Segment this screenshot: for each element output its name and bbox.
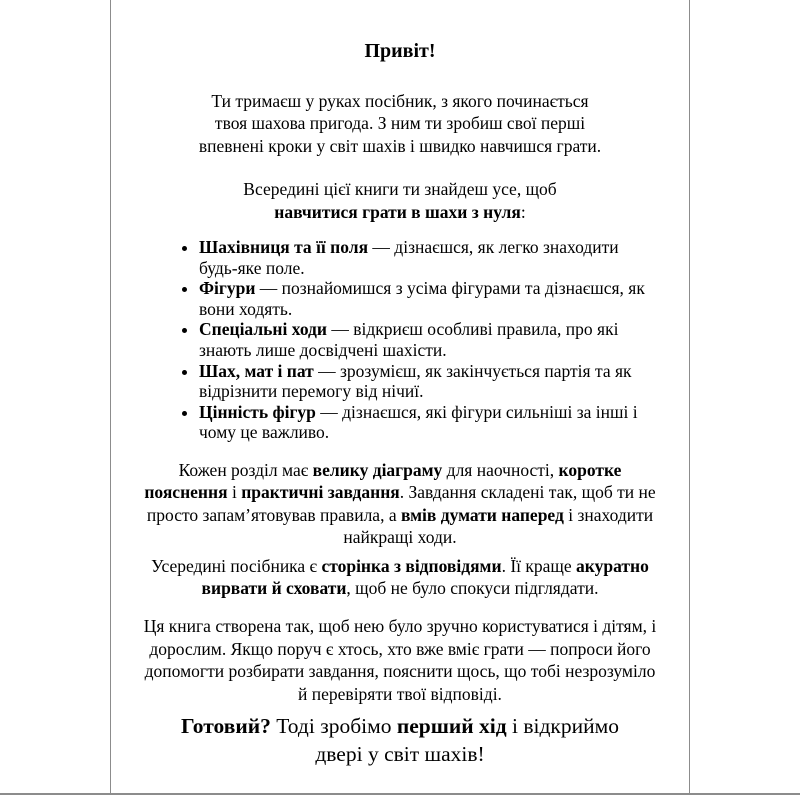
answers-paragraph: Усередині посібника є сторінка з відповідями. Її краще акуратно вирвати й сховати, щоб не було спокуси підглядати. [151, 555, 649, 598]
book-page [110, 0, 690, 793]
audience-paragraph: Ця книга створена так, щоб нею було зручно користуватися і дітям, і дорослим. Якщо поруч є хтось, хто вже вміє грати — попроси його допомогти розбирати завдання, пояснити щось, що тобі незрозуміло й перевіряти твої відповіді. [143, 616, 657, 704]
list-item: • Шахівниця та її поля — дізнаєшся, як легко знаходити будь-яке поле. [199, 237, 665, 278]
list-item: • Фігури — познайомишся з усіма фігурами та дізнаєшся, як вони ходять. [199, 278, 665, 319]
page-bottom-divider [0, 793, 800, 795]
list-item: • Цінність фігур — дізнаєшся, які фігури сильніші за інші і чому це важливо. [199, 402, 665, 443]
page-content [111, 0, 689, 768]
topics-bullet-list [135, 237, 665, 443]
list-item: • Спеціальні ходи — відкриєш особливі правила, про які знають лише досвідчені шахісти. [199, 319, 665, 360]
call-to-action-paragraph: Готовий? Тоді зробімо перший хід і відкриймо двері у світ шахів! [181, 714, 619, 767]
intro-paragraph: Ти тримаєш у руках посібник, з якого починається твоя шахова пригода. З ним ти зробиш свої перші впевнені кроки у світ шахів і швидко навчишся грати. [198, 91, 602, 156]
list-item: • Шах, мат і пат — зрозумієш, як закінчується партія та як відрізнити перемогу від нічиї. [199, 361, 665, 402]
structure-paragraph: Кожен розділ має велику діаграму для наочності, коротке пояснення і практичні завдання. Завдання складені так, щоб ти не просто запам’ятовував правила, а вмів думати наперед і знаходити найкращі ходи. [144, 459, 656, 548]
contents-lead-paragraph: Всередині цієї книги ти знайдеш усе, щоб навчитися грати в шахи з нуля: [243, 179, 557, 222]
page-title: Привіт! [364, 40, 436, 62]
